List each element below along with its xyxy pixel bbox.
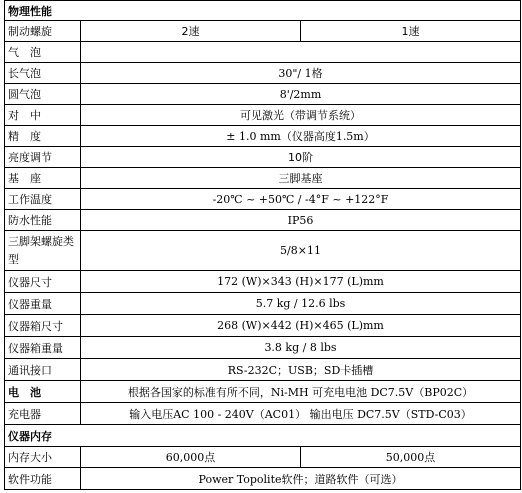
base-value: 三脚基座 [81,168,521,189]
long-bubble-value: 30"/ 1格 [81,63,521,84]
table-row [5,271,521,293]
battery-label: 电 池 [5,381,81,403]
tripod-thread-value: 5/8×11 [81,231,521,271]
table-row [5,168,521,189]
section-row-memory [5,425,521,447]
table-row [5,21,521,42]
brake-label: 制动螺旋 [5,21,81,42]
accuracy-value: ± 1.0 mm（仪器高度1.5m） [81,126,521,147]
size-label: 仪器尺寸 [5,271,81,293]
bubble-label: 气 泡 [5,42,81,63]
case-size-value: 268 (W)×442 (H)×465 (L)mm [81,315,521,337]
brake-value-1: 2速 [81,21,301,42]
round-bubble-label: 圆气泡 [5,84,81,105]
table-row [5,126,521,147]
round-bubble-value: 8'/2mm [81,84,521,105]
table-row [5,105,521,126]
brightness-value: 10阶 [81,147,521,168]
case-size-label: 仪器箱尺寸 [5,315,81,337]
section-row-physical [5,1,521,21]
accuracy-label: 精 度 [5,126,81,147]
weight-value: 5.7 kg / 12.6 lbs [81,293,521,315]
table-row [5,63,521,84]
bubble-value [81,42,521,63]
base-label: 基 座 [5,168,81,189]
table-row [5,315,521,337]
table-row [5,42,521,63]
interface-label: 通讯接口 [5,359,81,381]
tripod-thread-label: 三脚架螺旋类型 [5,231,81,271]
table-row [5,447,521,468]
table-row [5,210,521,231]
size-value: 172 (W)×343 (H)×177 (L)mm [81,271,521,293]
waterproof-label: 防水性能 [5,210,81,231]
charger-label: 充电器 [5,403,81,425]
case-weight-label: 仪器箱重量 [5,337,81,359]
table-row [5,189,521,210]
temperature-value: -20℃ ~ +50℃ / -4°F ~ +122°F [81,189,521,210]
case-weight-value: 3.8 kg / 8 lbs [81,337,521,359]
interface-value: RS-232C；USB；SD卡插槽 [81,359,521,381]
centering-label: 对 中 [5,105,81,126]
table-row [5,147,521,168]
memory-size-value-1: 60,000点 [81,447,301,468]
centering-value: 可见激光（带调节系统） [81,105,521,126]
table-row [5,293,521,315]
temperature-label: 工作温度 [5,189,81,210]
software-value: Power Topolite软件；道路软件（可选） [81,468,521,490]
table-row [5,231,521,271]
weight-label: 仪器重量 [5,293,81,315]
table-row [5,468,521,490]
long-bubble-label: 长气泡 [5,63,81,84]
section-physical: 物理性能 [5,1,521,21]
brake-value-2: 1速 [301,21,521,42]
table-row [5,84,521,105]
charger-value: 输入电压AC 100 - 240V（AC01） 输出电压 DC7.5V（STD-C03） [81,403,521,425]
section-memory: 仪器内存 [5,425,521,447]
table-row [5,337,521,359]
table-row [5,359,521,381]
brightness-label: 亮度调节 [5,147,81,168]
spec-table [4,0,521,490]
table-row [5,381,521,403]
software-label: 软件功能 [5,468,81,490]
memory-size-label: 内存大小 [5,447,81,468]
battery-value: 根据各国家的标准有所不同，Ni-MH 可充电电池 DC7.5V（BP02C） [81,381,521,403]
table-row [5,403,521,425]
waterproof-value: IP56 [81,210,521,231]
memory-size-value-2: 50,000点 [301,447,521,468]
